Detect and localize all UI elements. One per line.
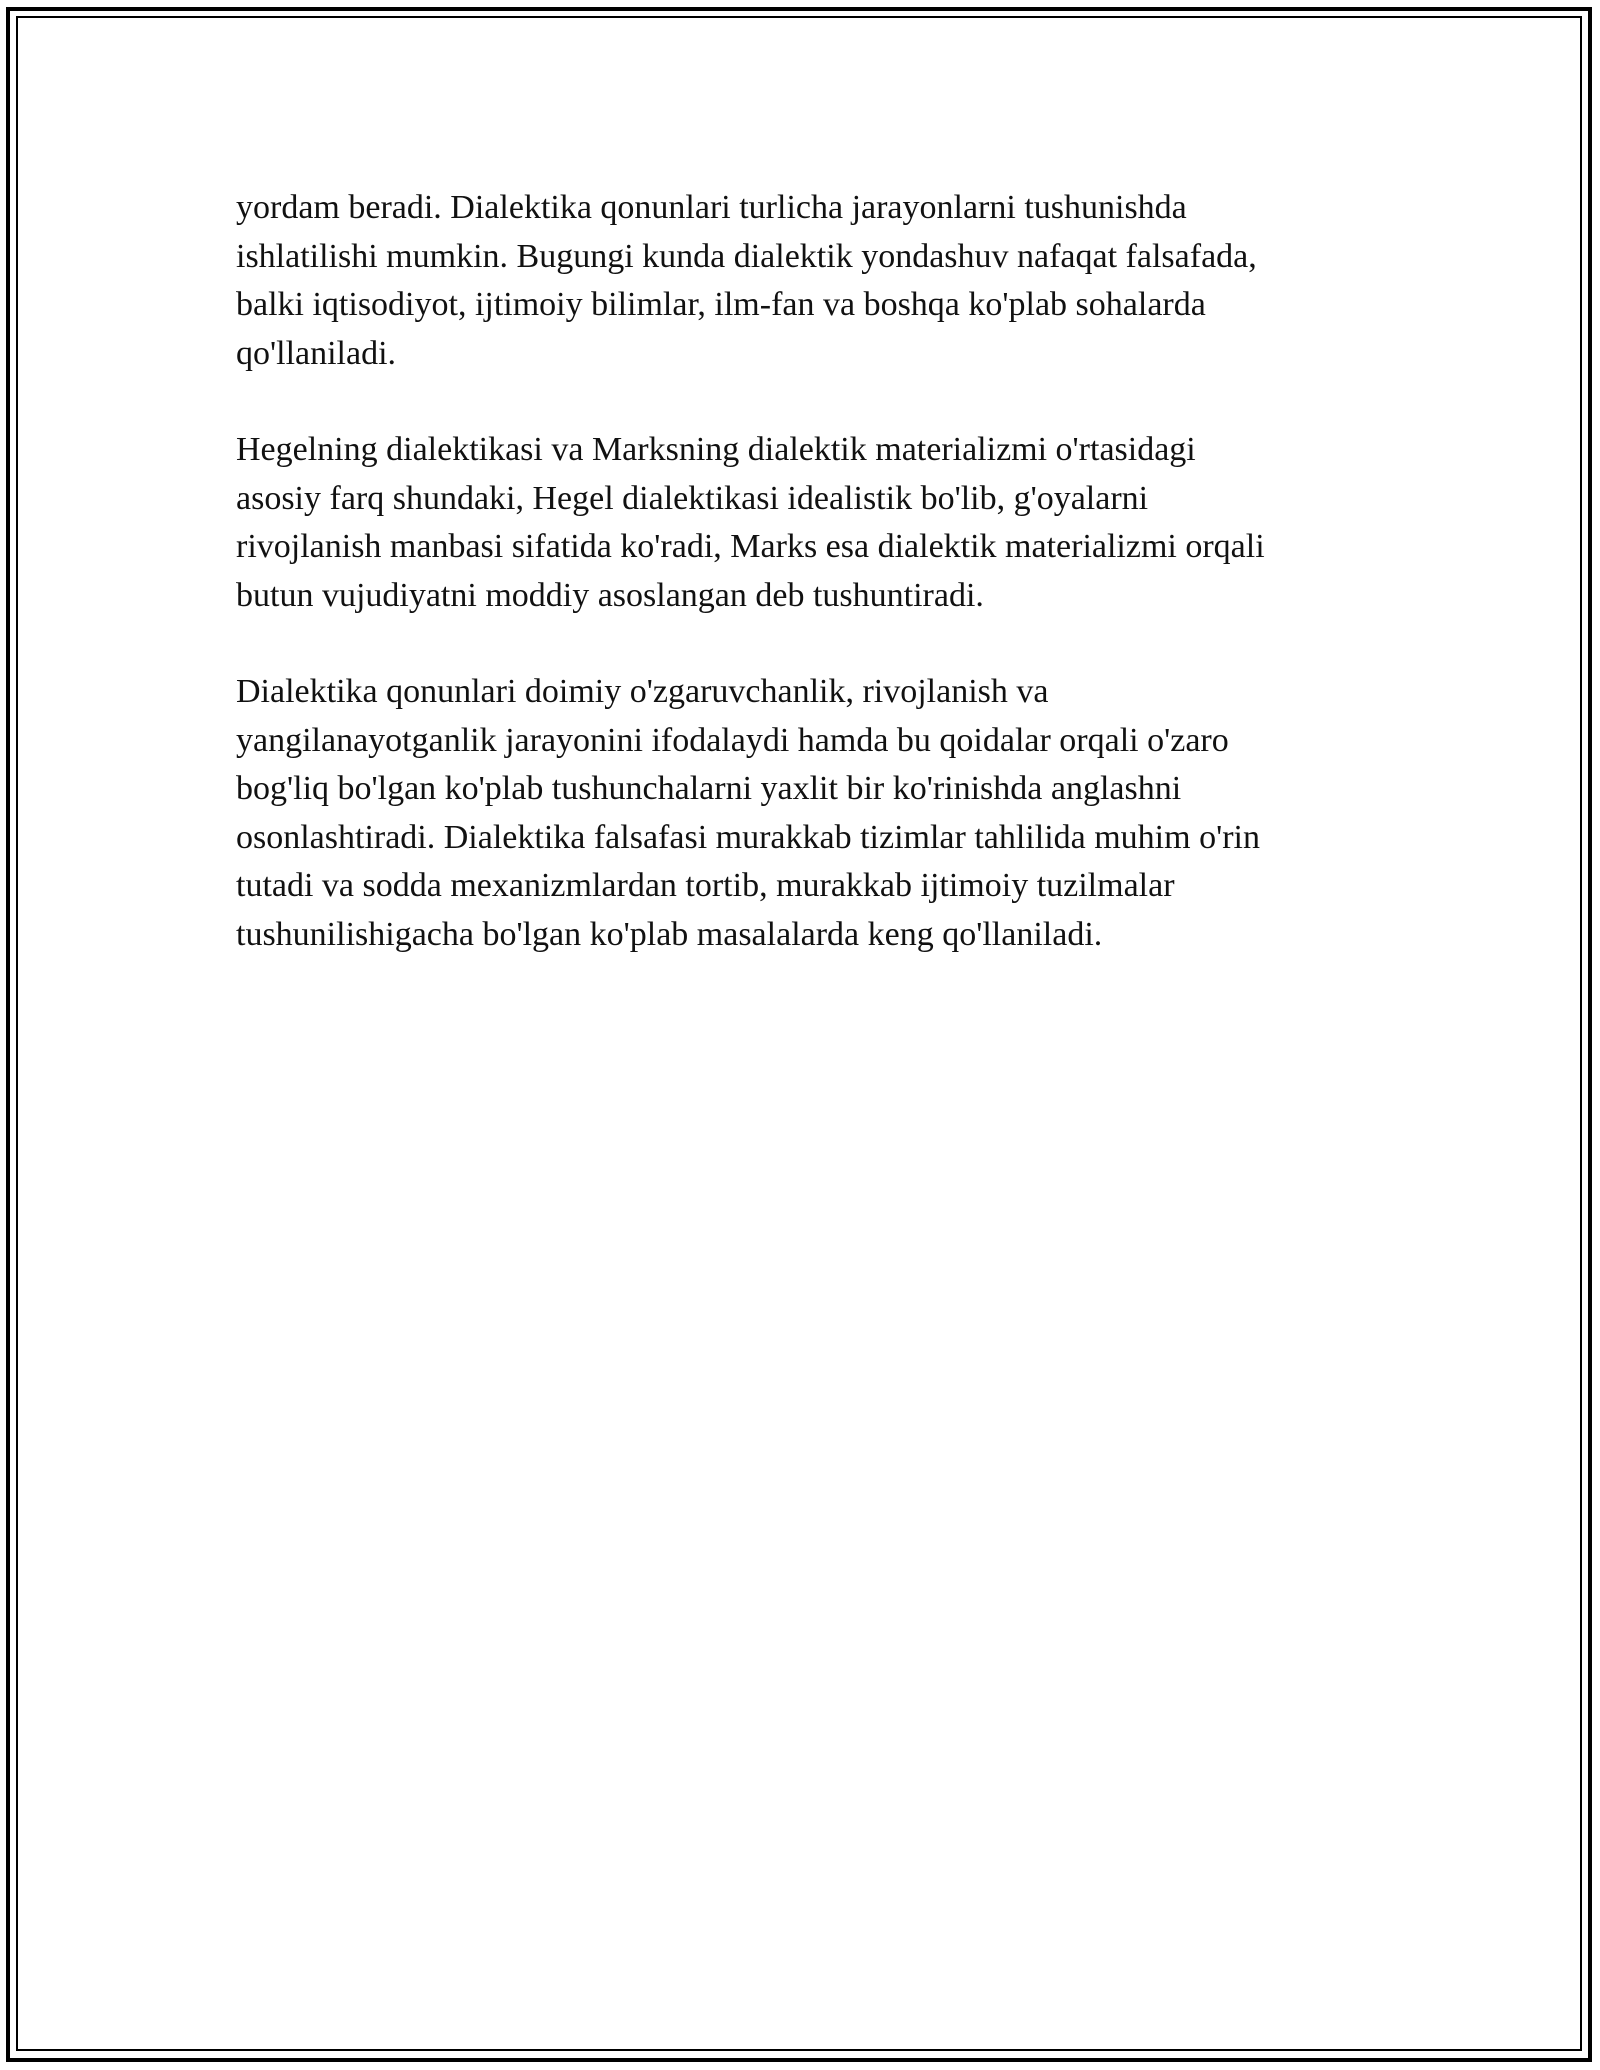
- paragraph-2: Hegelning dialektikasi va Marksning dialektik materializmi o'rtasidagi asosiy farq shundaki, Hegel dialektikasi idealistik bo'lib, g'oyalarni rivojlanish manbasi sifatida ko'radi, Marks esa dialektik materializmi orqali butun vujudiyatni moddiy asoslangan deb tushuntiradi.: [236, 431, 1265, 614]
- paragraph-1: yordam beradi. Dialektika qonunlari turlicha jarayonlarni tushunishda ishlatilishi mumkin. Bugungi kunda dialektik yondashuv nafaqat falsafada, balki iqtisodiyot, ijtimoiy bilimlar, ilm-fan va boshqa ko'plab sohalarda qo'llaniladi.: [236, 189, 1257, 372]
- document-body: [236, 184, 1366, 1007]
- paragraph-3: Dialektika qonunlari doimiy o'zgaruvchanlik, rivojlanish va yangilanayotganlik jarayonini ifodalaydi hamda bu qoidalar orqali o'zaro bog'liq bo'lgan ko'plab tushunchalarni yaxlit bir ko'rinishda anglashni osonlashtiradi. Dialektika falsafasi murakkab tizimlar tahlilida muhim o'rin tutadi va sodda mexanizmlardan tortib, murakkab ijtimoiy tuzilmalar tushunilishigacha bo'lgan ko'plab masalalarda keng qo'llaniladi.: [236, 673, 1260, 953]
